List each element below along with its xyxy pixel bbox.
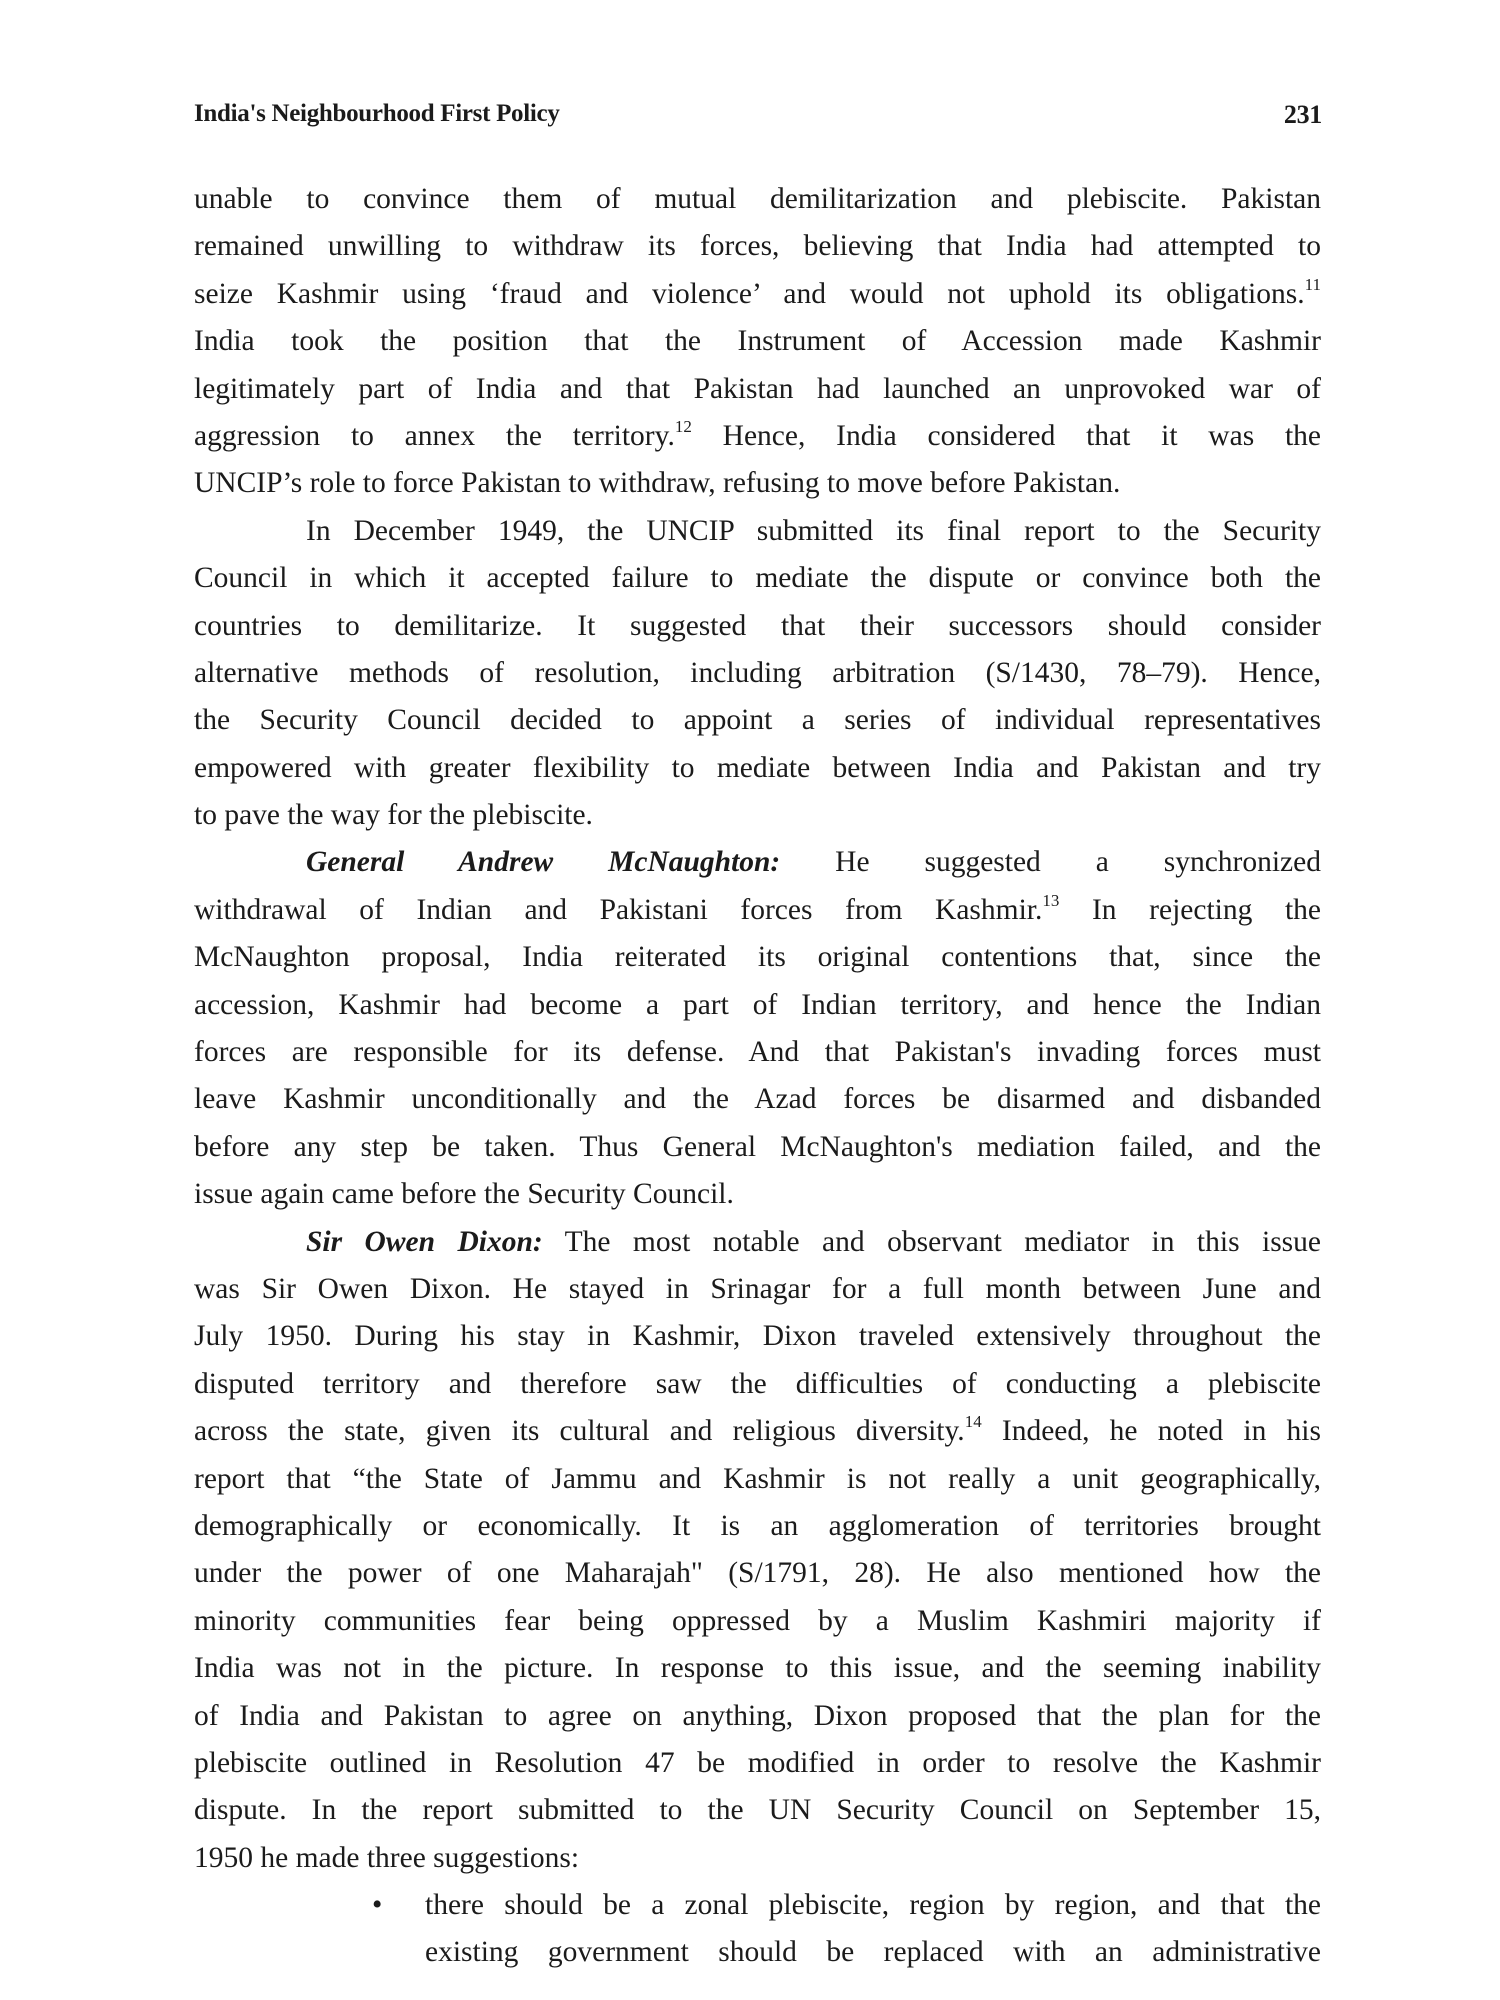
text-run: India took the position that the Instrument of Accession made Kashmir: [194, 325, 1321, 358]
paragraph-3-line: [194, 1171, 1321, 1218]
paragraph-4-line: [194, 1503, 1321, 1550]
paragraph-3-line: [194, 1029, 1321, 1076]
paragraph-4-line: [194, 1313, 1321, 1360]
paragraph-4-line: [194, 1693, 1321, 1740]
paragraph-1-line: [194, 176, 1321, 223]
paragraph-3-line: [194, 982, 1321, 1029]
paragraph-1-line: [194, 318, 1321, 365]
paragraph-3-line: [194, 934, 1321, 981]
paragraph-4-line: [194, 1835, 1321, 1882]
text-run: seize Kashmir using ‘fraud and violence’ and would not uphold its obligations.: [194, 277, 1305, 310]
text-run: Hence, India considered that it was the: [691, 419, 1322, 452]
text-run: empowered with greater flexibility to mediate between India and Pakistan and try: [194, 751, 1321, 784]
text-run: countries to demilitarize. It suggested that their successors should consider: [194, 609, 1321, 642]
paragraph-1-line: [194, 223, 1321, 270]
paragraph-3-line: [194, 1076, 1321, 1123]
text-run: McNaughton proposal, India reiterated its original contentions that, since the: [194, 941, 1321, 974]
footnote-reference: 13: [1042, 890, 1060, 910]
bullet-text: existing government should be replaced with an administrative: [425, 1936, 1321, 1969]
paragraph-4-line: [194, 1219, 1321, 1266]
text-run: In rejecting the: [1059, 893, 1321, 926]
text-run: remained unwilling to withdraw its forces, believing that India had attempted to: [194, 230, 1321, 263]
text-run: The most notable and observant mediator in this issue: [542, 1225, 1321, 1258]
bullet-item-line: [194, 1882, 1321, 1929]
paragraph-3-line: [194, 839, 1321, 886]
paragraph-2-line: [194, 555, 1321, 602]
text-run: July 1950. During his stay in Kashmir, Dixon traveled extensively throughout the: [194, 1320, 1321, 1353]
text-run: In December 1949, the UNCIP submitted its final report to the Security: [306, 514, 1321, 547]
text-run: disputed territory and therefore saw the difficulties of conducting a plebiscite: [194, 1367, 1321, 1400]
paragraph-4-line: [194, 1361, 1321, 1408]
text-run: before any step be taken. Thus General McNaughton's mediation failed, and the: [194, 1130, 1321, 1163]
text-run: across the state, given its cultural and religious diversity.: [194, 1415, 965, 1448]
paragraph-1-line: [194, 460, 1321, 507]
paragraph-2-line: [194, 745, 1321, 792]
footnote-reference: 11: [1304, 274, 1321, 294]
text-run: plebiscite outlined in Resolution 47 be modified in order to resolve the Kashmir: [194, 1746, 1321, 1779]
text-run: minority communities fear being oppressed by a Muslim Kashmiri majority if: [194, 1604, 1321, 1637]
footnote-reference: 14: [964, 1412, 982, 1432]
text-run: was Sir Owen Dixon. He stayed in Srinagar for a full month between June and: [194, 1272, 1321, 1305]
running-head-title: India's Neighbourhood First Policy: [194, 100, 560, 127]
text-run: 1950 he made three suggestions:: [194, 1841, 580, 1874]
text-run: to pave the way for the plebiscite.: [194, 799, 593, 832]
paragraph-2-line: [194, 792, 1321, 839]
footnote-reference: 12: [674, 416, 692, 436]
text-run: leave Kashmir unconditionally and the Azad forces be disarmed and disbanded: [194, 1083, 1321, 1116]
text-run: unable to convince them of mutual demilitarization and plebiscite. Pakistan: [194, 183, 1321, 215]
text-run: withdrawal of Indian and Pakistani forces from Kashmir.: [194, 893, 1043, 926]
text-run: under the power of one Maharajah" (S/1791, 28). He also mentioned how the: [194, 1557, 1321, 1590]
paragraph-2-line: [194, 697, 1321, 744]
text-run: legitimately part of India and that Pakistan had launched an unprovoked war of: [194, 372, 1321, 405]
text-run: Council in which it accepted failure to mediate the dispute or convince both the: [194, 562, 1321, 595]
text-run: He suggested a synchronized: [780, 846, 1321, 879]
bullet-item-line: [194, 1929, 1321, 1976]
paragraph-4-line: [194, 1645, 1321, 1692]
text-run: aggression to annex the territory.: [194, 419, 675, 452]
paragraph-3-line: [194, 887, 1321, 934]
text-run: Indeed, he noted in his: [981, 1415, 1321, 1448]
text-run: issue again came before the Security Council.: [194, 1178, 734, 1211]
paragraph-2-line: [194, 650, 1321, 697]
run-in-heading: Sir Owen Dixon:: [306, 1225, 543, 1258]
text-run: report that “the State of Jammu and Kashmir is not really a unit geographically,: [194, 1462, 1321, 1495]
text-run: forces are responsible for its defense. And that Pakistan's invading forces must: [194, 1036, 1321, 1069]
text-run: alternative methods of resolution, including arbitration (S/1430, 78–79). Hence,: [194, 656, 1321, 689]
text-run: India was not in the picture. In response to this issue, and the seeming inability: [194, 1652, 1321, 1685]
paragraph-1-line: [194, 366, 1321, 413]
text-run: dispute. In the report submitted to the UN Security Council on September 15,: [194, 1794, 1321, 1827]
paragraph-4-line: [194, 1456, 1321, 1503]
bullet-text: there should be a zonal plebiscite, region by region, and that the: [425, 1889, 1321, 1922]
run-in-heading: General Andrew McNaughton:: [306, 846, 781, 879]
text-run: accession, Kashmir had become a part of Indian territory, and hence the Indian: [194, 988, 1321, 1021]
paragraph-4-line: [194, 1740, 1321, 1787]
text-run: the Security Council decided to appoint a series of individual representatives: [194, 704, 1321, 737]
paragraph-4-line: [194, 1266, 1321, 1313]
text-run: of India and Pakistan to agree on anything, Dixon proposed that the plan for the: [194, 1699, 1321, 1732]
text-run: UNCIP’s role to force Pakistan to withdraw, refusing to move before Pakistan.: [194, 467, 1121, 500]
paragraph-1-line: [194, 413, 1321, 460]
body-text: [194, 176, 1321, 1977]
paragraph-3-line: [194, 1124, 1321, 1171]
paragraph-1-line: [194, 271, 1321, 318]
paragraph-4-line: [194, 1408, 1321, 1455]
paragraph-2-line: [194, 508, 1321, 555]
page-number: 231: [1283, 100, 1322, 129]
paragraph-4-line: [194, 1550, 1321, 1597]
paragraph-4-line: [194, 1598, 1321, 1645]
text-run: demographically or economically. It is an agglomeration of territories brought: [194, 1509, 1321, 1542]
paragraph-4-line: [194, 1787, 1321, 1834]
paragraph-2-line: [194, 603, 1321, 650]
bullet-icon: •: [372, 1889, 383, 1922]
